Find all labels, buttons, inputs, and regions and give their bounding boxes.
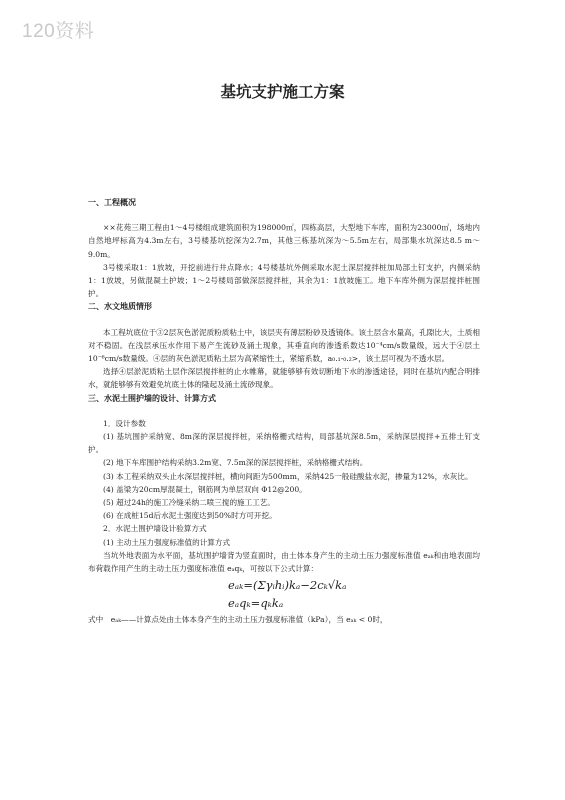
paragraph: 选择④层淤泥质粘土层作深层搅拌桩的止水帷幕，就能够够有效切断地下水的渗透途径，同时在基坑内配合明排水，就能够够有效避免坑底土体的隆起及涌土流砂现象。 bbox=[88, 367, 480, 390]
document-body bbox=[88, 196, 480, 626]
paragraph: 当坑外地表面为水平面，基坑围护墙背为竖直面时，由土体本身产生的主动土压力强度标准值 eₐₖ和由地表面均布荷载作用产生的主动土压力强度标准值 eₐqₖ，可按以下公式计算： bbox=[88, 550, 480, 574]
list-item: (5) 超过24h的施工冷缝采纳二喷三搅的施工工艺。 bbox=[103, 498, 276, 508]
list-item: (1) 基坑围护采纳宽、8m深的深层搅拌桩，采纳格栅式结构，局部基坑深8.5m，采纳深层搅拌+五排土钉支护。 bbox=[88, 432, 480, 455]
watermark-logo: 120资料 bbox=[22, 21, 95, 42]
paragraph: 3号楼采取1：1放坡，开挖前进行井点降水；4号楼基坑外侧采取水泥土深层搅拌桩加局部土钉支护，内侧采纳1：1放坡，另做混凝土护坡；1～2号楼局部做深层搅拌桩，其余为1：1放坡施工。地下车库外侧为深层搅拌桩围护。 bbox=[88, 262, 480, 299]
list-item: (1) 主动土压力强度标准值的计算方式 bbox=[103, 537, 231, 547]
section-heading-3: 三、水泥土围护墙的设计、计算方式 bbox=[88, 393, 216, 403]
paragraph: 本工程坑底位于③2层灰色淤泥质粉质粘土中，该层夹有薄层粉砂及透镜体。该土层含水量高，孔隙比大，土质相对不稳固。在浅层承压水作用下易产生流砂及涌土现象，其垂直向的渗透系数达10⁻⁴cm/s数量级，远大于④层土10⁻⁶cm/s数量级。④层的灰色淤泥质粘土层为高紧缩性土，紧缩系数，a₀.₁-₀.₂>，该土层可视为不透水层。 bbox=[88, 327, 480, 364]
list-item: 1．设计参数 bbox=[103, 418, 146, 428]
paragraph: 式中 eₐₖ——计算点处由土体本身产生的主动土压力强度标准值（kPa），当 eₐₖ < 0时， bbox=[88, 615, 388, 625]
section-heading-1: 一、工程概况 bbox=[88, 198, 136, 207]
list-item: (2) 地下车库围护结构采纳3.2m宽、7.5m深的深层搅拌桩，采纳格栅式结构。 bbox=[103, 458, 368, 468]
document-title: 基坑支护施工方案 bbox=[220, 84, 345, 101]
formula-active-earth-pressure: eₐₖ=(Σγᵢhᵢ)kₐ−2cₖ√kₐ bbox=[228, 578, 347, 593]
list-item: (4) 盖梁为20cm厚混凝土，钢筋网为单层双向 Φ12@200。 bbox=[103, 484, 307, 494]
paragraph: ××花苑三期工程由1～4号楼组成建筑面积为198000㎡，四栋高层，大型地下车库，面积为23000㎡，场地内自然地坪标高为4.3m左右，3号楼基坑挖深为2.7m，其他三栋基坑深为～5.5m左右，局部集水坑深达8.5 m～9.0m。 bbox=[88, 223, 480, 259]
list-item: 2．水泥土围护墙设计验算方式 bbox=[103, 524, 207, 534]
section-heading-2: 二、水文地质情形 bbox=[88, 302, 152, 312]
formula-surcharge-pressure: eₐqₖ=qₖkₐ bbox=[228, 596, 284, 611]
list-item: (6) 在成桩15d后水泥土强度达到50%时方可开挖。 bbox=[103, 511, 277, 521]
list-item: (3) 本工程采纳双头止水深层搅拌桩，横向间距为500mm，采纳425一般硅酸盐水泥，掺量为12%，水灰比。 bbox=[103, 471, 473, 481]
